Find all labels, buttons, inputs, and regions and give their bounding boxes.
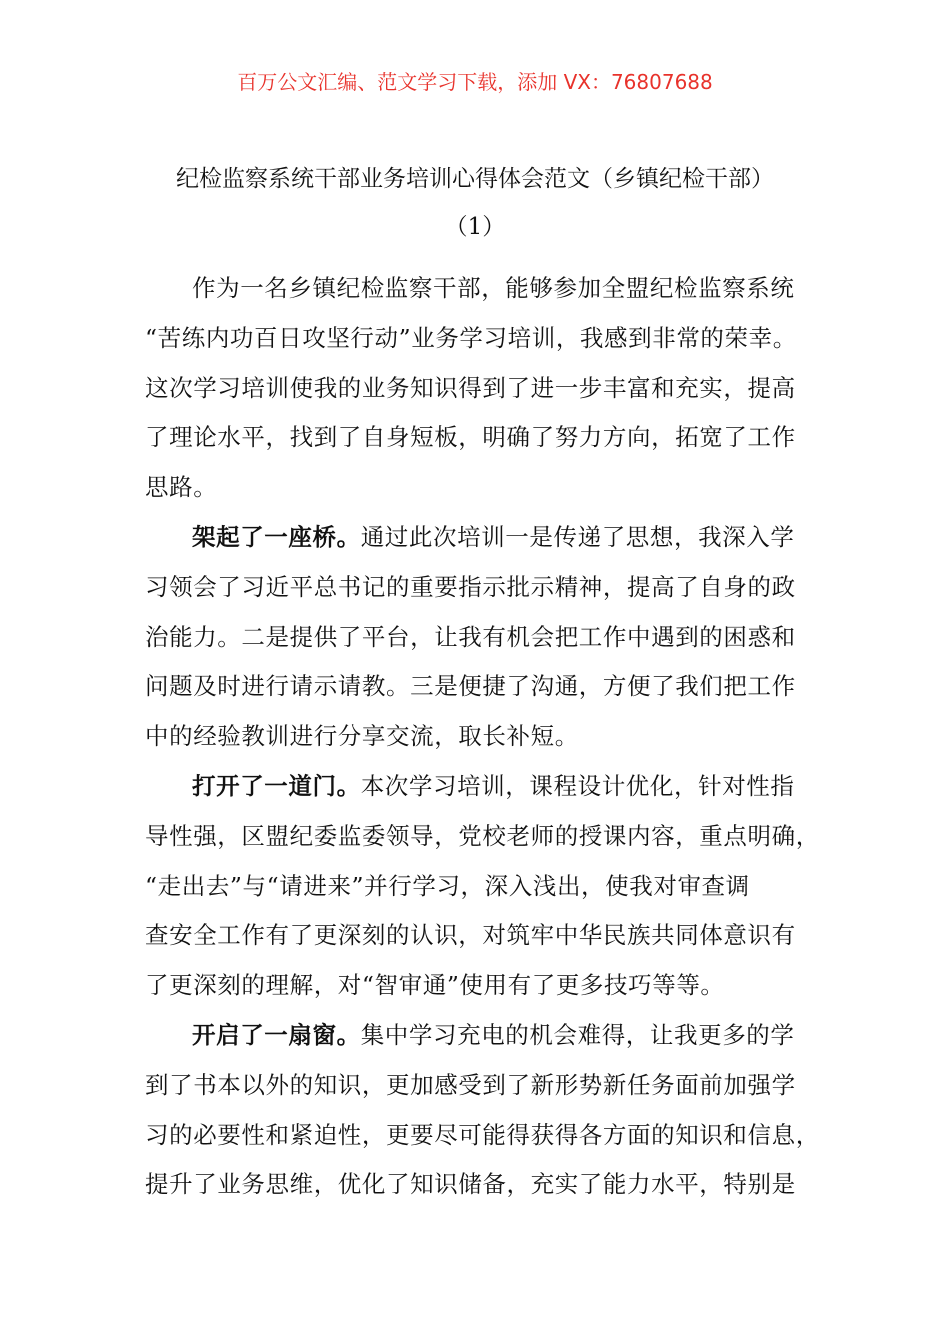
document-title: 纪检监察系统干部业务培训心得体会范文（乡镇纪检干部） xyxy=(176,166,774,192)
document-subtitle: （1） xyxy=(444,214,506,240)
paragraph-line xyxy=(192,771,795,801)
paragraph-line xyxy=(145,1169,796,1199)
paragraph-text: 中的经验教训进行分享交流，取长补短。 xyxy=(145,722,579,751)
paragraph-text: 这次学习培训使我的业务知识得到了进一步丰富和充实，提高 xyxy=(145,373,796,402)
paragraph-lead: 开启了一扇窗。 xyxy=(192,1021,361,1049)
paragraph-line xyxy=(145,422,796,452)
paragraph-text: 导性强，区盟纪委监委领导，党校老师的授课内容，重点明确， xyxy=(145,821,820,850)
paragraph-text: 到了书本以外的知识，更加感受到了新形势新任务面前加强学 xyxy=(145,1070,796,1099)
watermark-banner: 百万公文汇编、范文学习下载，添加 VX：76807688 xyxy=(237,70,713,94)
paragraph-line xyxy=(145,721,579,751)
paragraph-text: 集中学习充电的机会难得，让我更多的学 xyxy=(360,1021,795,1049)
paragraph-line xyxy=(145,821,820,851)
paragraph-text: 提升了业务思维，优化了知识储备，充实了能力水平，特别是 xyxy=(145,1170,796,1199)
paragraph-text: 习的必要性和紧迫性，更要尽可能得获得各方面的知识和信息， xyxy=(145,1120,820,1149)
paragraph-line xyxy=(145,572,796,602)
paragraph-text: 问题及时进行请示请教。三是便捷了沟通，方便了我们把工作 xyxy=(145,672,796,701)
paragraph-line xyxy=(145,671,796,701)
paragraph-line xyxy=(145,323,797,353)
paragraph-lead: 打开了一道门。 xyxy=(192,772,361,800)
paragraph-line xyxy=(145,472,217,502)
paragraph-text: 了理论水平，找到了自身短板，明确了努力方向，拓宽了工作 xyxy=(145,423,796,452)
paragraph-line xyxy=(145,1070,796,1100)
paragraph-line xyxy=(192,1020,795,1050)
paragraph-text: 作为一名乡镇纪检监察干部，能够参加全盟纪检监察系统 xyxy=(192,274,795,302)
paragraph-line xyxy=(192,273,795,303)
paragraph-text: 了更深刻的理解，对“智审通”使用有了更多技巧等等。 xyxy=(145,971,725,1000)
paragraph-text: 思路。 xyxy=(145,473,218,502)
paragraph-line xyxy=(192,522,795,552)
paragraph-text: 通过此次培训一是传递了思想，我深入学 xyxy=(360,523,795,551)
paragraph-lead: 架起了一座桥。 xyxy=(192,523,361,551)
paragraph-line xyxy=(145,1120,820,1150)
paragraph-line xyxy=(145,970,725,1000)
paragraph-text: 查安全工作有了更深刻的认识，对筑牢中华民族共同体意识有 xyxy=(145,921,796,950)
paragraph-text: 本次学习培训，课程设计优化，针对性指 xyxy=(360,772,795,800)
paragraph-line xyxy=(145,373,796,403)
paragraph-line xyxy=(145,871,750,901)
paragraph-text: “苦练内功百日攻坚行动”业务学习培训，我感到非常的荣幸。 xyxy=(145,323,797,352)
paragraph-text: 习领会了习近平总书记的重要指示批示精神，提高了自身的政 xyxy=(145,572,796,601)
paragraph-text: “走出去”与“请进来”并行学习，深入浅出，使我对审查调 xyxy=(145,871,750,900)
paragraph-line xyxy=(145,622,796,652)
paragraph-line xyxy=(145,920,796,950)
paragraph-text: 治能力。二是提供了平台，让我有机会把工作中遇到的困惑和 xyxy=(145,622,796,651)
